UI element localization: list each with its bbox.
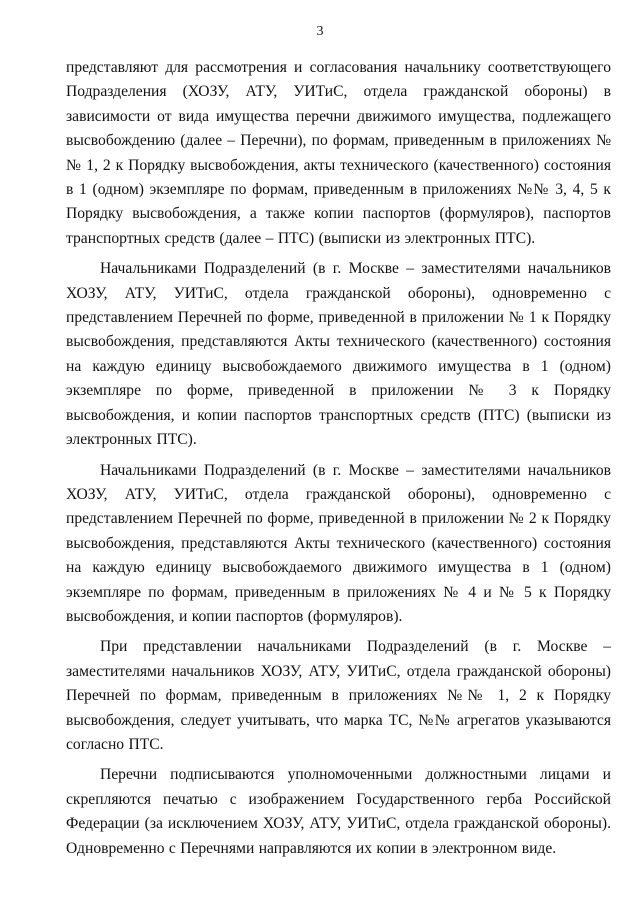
paragraph-signing: Перечни подписываются уполномоченными должностными лицами и скрепляются печатью с изображением Государственного герба Российской Федерации (за исключением ХОЗУ, АТУ, УИТиС, отдела гражданской обороны). Одновременно с Перечнями направляются их копии в электронном виде. (66, 766, 611, 857)
paragraph-form-1: Начальниками Подразделений (в г. Москве – заместителями начальников ХОЗУ, АТУ, УИТиС, отдела гражданской обороны), одновременно с представлением Перечней по форме, приведенной в приложении № 1 к Порядку высвобождения, представляются Акты технического (качественного) состояния на каждую единицу высвобождаемого движимого имущества в 1 (одном) экземпляре по форме, приведенной в приложении № 3 к Порядку высвобождения, и копии паспортов транспортных средств (ПТС) (выписки из электронных ПТС). (66, 260, 611, 449)
paragraph-vehicle-data: При представлении начальниками Подразделений (в г. Москве – заместителями начальников ХОЗУ, АТУ, УИТиС, отдела гражданской обороны) Перечней по формам, приведенным в приложениях №№ 1, 2 к Порядку высвобождения, следует учитывать, что марка ТС, №№ агрегатов указываются согласно ПТС. (66, 638, 611, 753)
document-body (66, 56, 611, 867)
page-number: 3 (316, 24, 324, 39)
paragraph-form-2: Начальниками Подразделений (в г. Москве – заместителями начальников ХОЗУ, АТУ, УИТиС, отдела гражданской обороны), одновременно с представлением Перечней по форме, приведенной в приложении № 2 к Порядку высвобождения, представляются Акты технического (качественного) состояния на каждую единицу высвобождаемого движимого имущества в 1 (одном) экземпляре по формам, приведенным в приложениях № 4 и № 5 к Порядку высвобождения, и копии паспортов (формуляров). (66, 461, 611, 625)
paragraph-continuation: представляют для рассмотрения и согласования начальнику соответствующего Подразделения (ХОЗУ, АТУ, УИТиС, отдела гражданской обороны) в зависимости от вида имущества перечни движимого имущества, подлежащего высвобождению (далее – Перечни), по формам, приведенным в приложениях №№ 1, 2 к Порядку высвобождения, акты технического (качественного) состояния в 1 (одном) экземпляре по формам, приведенным в приложениях №№ 3, 4, 5 к Порядку высвобождения, а также копии паспортов (формуляров), паспортов транспортных средств (далее – ПТС) (выписки из электронных ПТС). (66, 59, 611, 247)
